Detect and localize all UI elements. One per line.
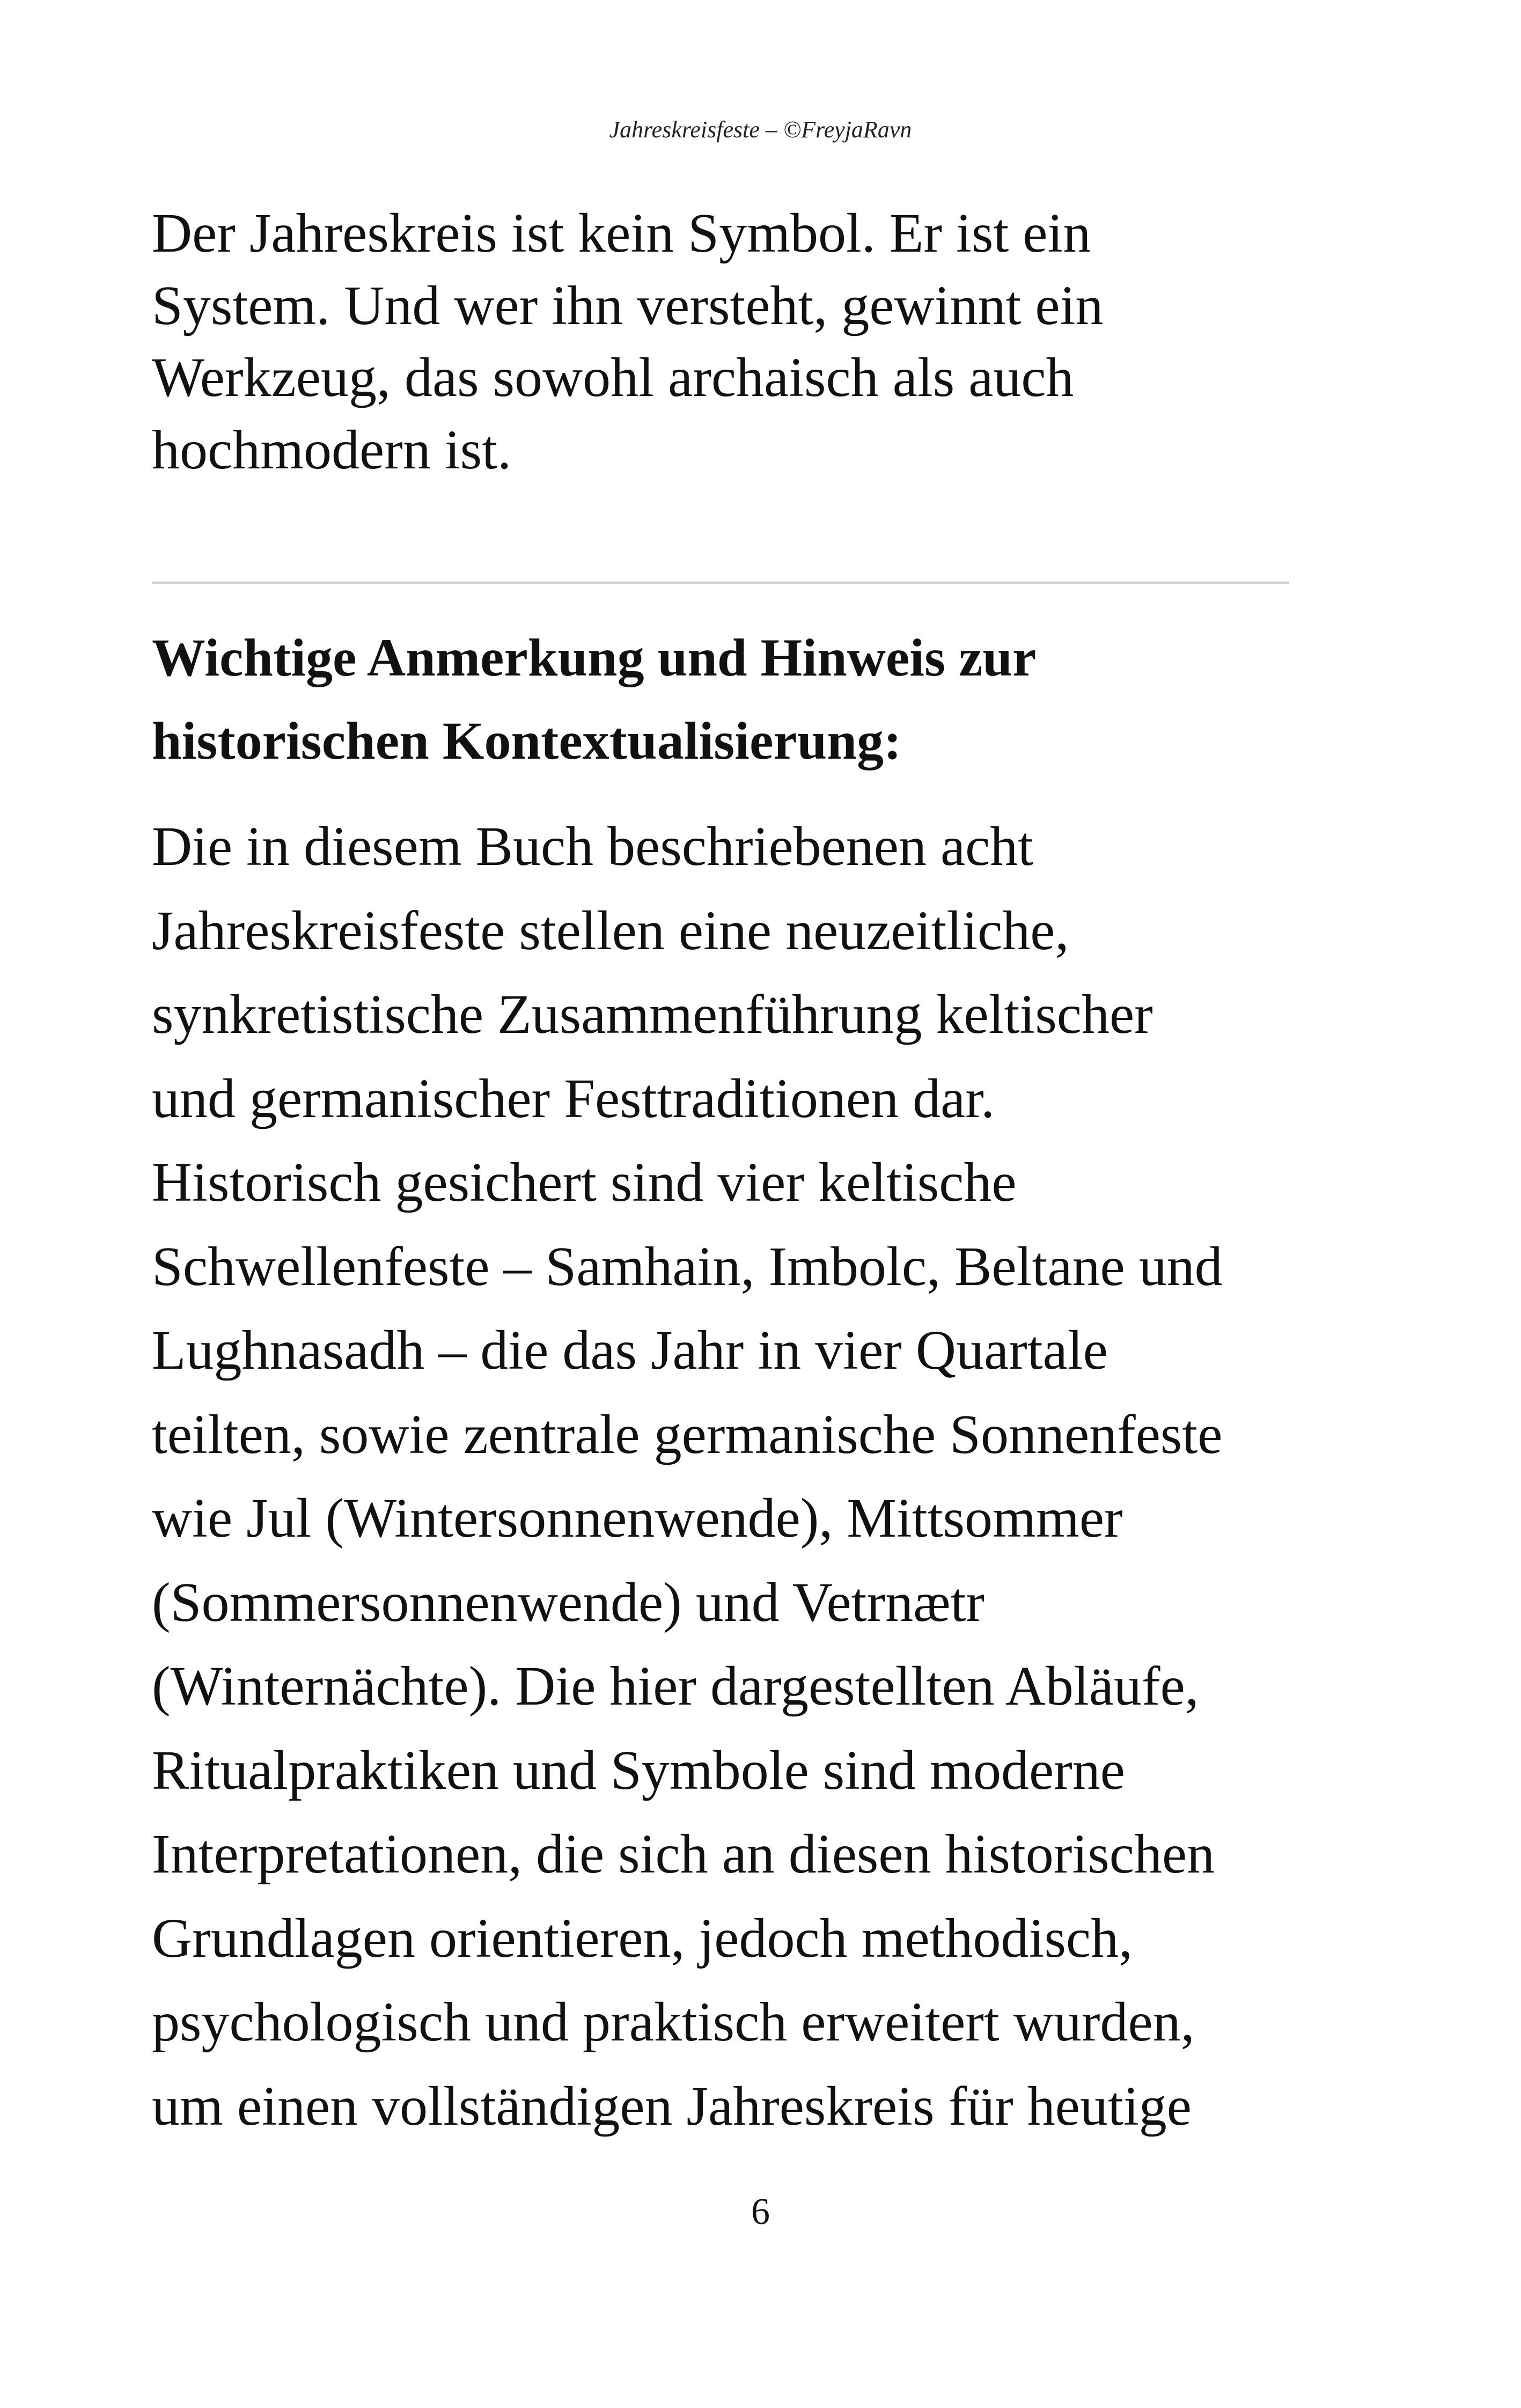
intro-paragraph — [152, 197, 1386, 486]
note-heading-line: historischen Kontextualisierung: — [152, 711, 902, 770]
note-heading-line: Wichtige Anmerkung und Hinweis zur — [152, 628, 1037, 687]
section-divider — [152, 582, 1289, 584]
body-line: Grundlagen orientieren, jedoch methodisch, — [152, 1907, 1133, 1969]
body-line: Ritualpraktiken und Symbole sind moderne — [152, 1739, 1125, 1801]
body-line: Die in diesem Buch beschriebenen acht — [152, 816, 1034, 877]
body-line: wie Jul (Wintersonnenwende), Mittsommer — [152, 1487, 1123, 1549]
body-line: Jahreskreisfeste stellen eine neuzeitliche, — [152, 899, 1069, 961]
body-line: (Winternächte). Die hier dargestellten Abläufe, — [152, 1655, 1199, 1717]
note-heading — [152, 616, 1386, 782]
intro-line: Werkzeug, das sowohl archaisch als auch — [152, 347, 1074, 408]
page-number: 6 — [751, 2191, 770, 2233]
body-line: Historisch gesichert sind vier keltische — [152, 1151, 1017, 1213]
intro-line: System. Und wer ihn versteht, gewinnt ein — [152, 274, 1104, 336]
body-line: teilten, sowie zentrale germanische Sonnenfeste — [152, 1403, 1223, 1465]
body-line: Schwellenfeste – Samhain, Imbolc, Beltane und — [152, 1235, 1223, 1297]
body-line: synkretistische Zusammenführung keltischer — [152, 983, 1153, 1045]
body-line: Lughnasadh – die das Jahr in vier Quartale — [152, 1319, 1108, 1381]
body-line: (Sommersonnenwende) und Vetrnætr — [152, 1571, 985, 1633]
body-line: und germanischer Festtraditionen dar. — [152, 1067, 995, 1129]
intro-line: hochmodern ist. — [152, 419, 512, 481]
body-line: psychologisch und praktisch erweitert wurden, — [152, 1991, 1195, 2053]
running-header: Jahreskreisfeste – ©FreyjaRavn — [609, 116, 912, 143]
note-body-paragraph — [152, 805, 1386, 2148]
intro-line: Der Jahreskreis ist kein Symbol. Er ist ein — [152, 202, 1091, 264]
body-line: Interpretationen, die sich an diesen historischen — [152, 1823, 1215, 1885]
body-line: um einen vollständigen Jahreskreis für heutige — [152, 2075, 1192, 2137]
